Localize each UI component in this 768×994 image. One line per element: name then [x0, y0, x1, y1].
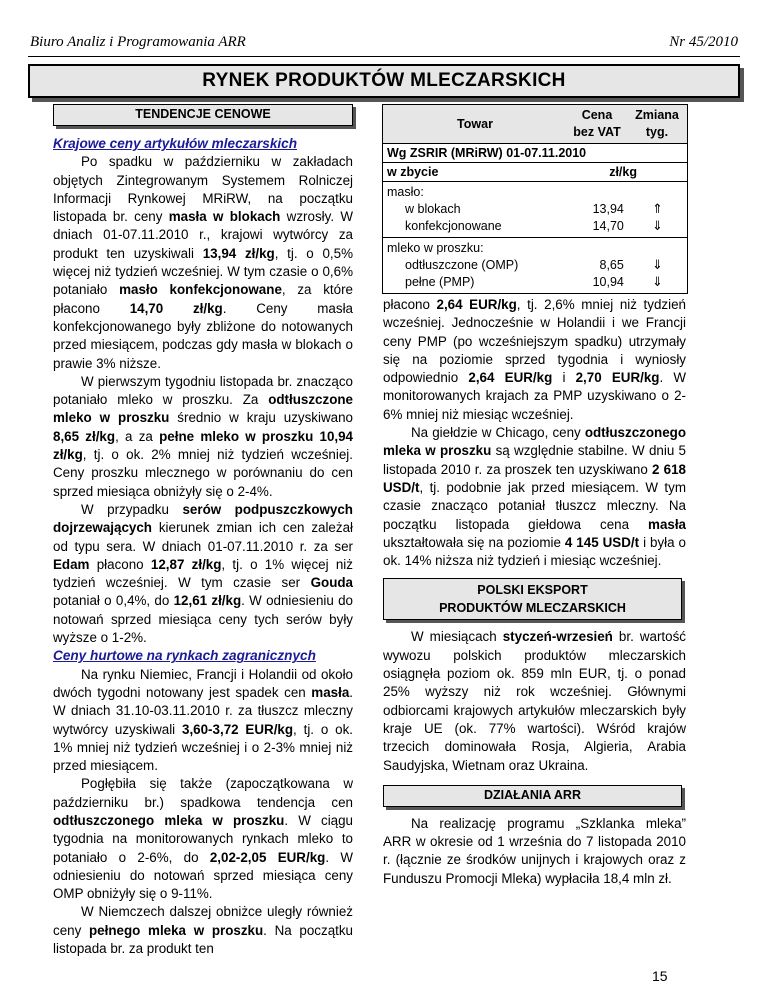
- paragraph-chicago: Na giełdzie w Chicago, ceny odtłuszczonego mleka w proszku są względnie stabilne. W dniu 5 listopada 2010 r. za proszek ten uzyskiwano 2 618 USD/t, tj. podobnie jak przed miesiącem. W tym czasie znacząco potaniał tłuszcz mleczny. Na początku listopada giełdowa cena masła ukształtowała się na poziomie 4 145 USD/t i była o ok. 14% niższa niż tydzień i miesiąc wcześniej.: [383, 425, 687, 569]
- table-row: konfekcjonowane 14,70 ⇓: [383, 218, 687, 235]
- paragraph-sery: W przypadku serów podpuszczkowych dojrzewających kierunek zmian ich cen zależał od typu sera. W dniach 01-07.11.2010 r. za ser Edam płacono 12,87 zł/kg, tj. o 1% więcej niż tydzień wcześniej. W tym czasie ser Gouda potaniał o 0,4%, do 12,61 zł/kg. W odniesieniu do notowań sprzed miesiąca ceny tych serów były wyższe o 1-2%.: [53, 501, 354, 646]
- section-title-eksport: POLSKI EKSPORT PRODUKTÓW MLECZARSKICH: [383, 578, 682, 620]
- arrow-up-icon: ⇑: [651, 202, 663, 217]
- table-row: masło:: [387, 185, 424, 199]
- table-header-row: [383, 105, 687, 144]
- header-publisher: Biuro Analiz i Programowania ARR: [30, 34, 246, 50]
- table-row: odtłuszczone (OMP) 8,65 ⇓: [383, 257, 687, 274]
- subheading-krajowe-ceny: Krajowe ceny artykułów mleczarskich: [53, 136, 298, 151]
- running-header: [28, 30, 740, 57]
- table-row: w blokach 13,94 ⇑: [383, 201, 687, 218]
- left-column: [53, 104, 353, 958]
- paragraph-omp-zagranica: Pogłębiła się także (zapoczątkowana w październiku br.) spadkowa tendencja cen odtłuszczonego mleka w proszku. W ciągu tygodnia na monitorowanych rynkach mleko to potaniało o 2-6%, do 2,02-2,05 EUR/kg. W odniesieniu do notowań sprzed miesiąca ceny OMP obniżyły się o 9-11%.: [53, 776, 354, 902]
- table-group-mleko: [383, 238, 687, 293]
- table-row: pełne (PMP) 10,94 ⇓: [383, 274, 687, 291]
- arrow-down-icon: ⇓: [651, 258, 663, 273]
- price-table: [382, 104, 688, 294]
- arrow-down-icon: ⇓: [651, 219, 663, 234]
- page-title: RYNEK PRODUKTÓW MLECZARSKICH: [202, 70, 566, 91]
- section-title-tendencje: TENDENCJE CENOWE: [53, 104, 353, 126]
- section-title-dzialania: DZIAŁANIA ARR: [383, 785, 682, 807]
- page-number: 15: [652, 968, 668, 984]
- paragraph-maslo: Po spadku w październiku w zakładach objętych Zintegrowanym Systemem Rolniczej Informacji Rynkowej MRiRW, na początku listopada br. ceny masła w blokach wzrosły. W dniach 01-07.11.2010 r., krajowi wytwórcy za produkt ten uzyskiwali 13,94 zł/kg, tj. o 0,5% więcej niż tydzień wcześniej. W tym czasie o 0,6% potaniało masło konfekcjonowane, za które płacono 14,70 zł/kg. Ceny masła konfekcjonowanego były zbliżone do notowanych przed miesiącem, podczas gdy masła w blokach o prawie 3% niższe.: [53, 154, 353, 371]
- paragraph-mleko-w-proszku: W pierwszym tygodniu listopada br. znacząco potaniało mleko w proszku. Za odtłuszczone mleko w proszku średnio w kraju uzyskiwano 8,65 zł/kg, a za pełne mleko w proszku 10,94 zł/kg, tj. o ok. 2% mniej niż tydzień wcześniej. Ceny proszku mlecznego w porównaniu do cen sprzed miesiąca obniżyły się o 2-4%.: [53, 373, 354, 499]
- page-title-box: [28, 64, 740, 98]
- table-row: mleko w proszku:: [387, 241, 484, 255]
- column-header-cena: Cena bez VAT: [573, 108, 621, 139]
- paragraph-pmp-ceny: płacono 2,64 EUR/kg, tj. 2,6% mniej niż tydzień wcześniej. Jednocześnie w Holandii i we Francji ceny PMP (po wcześniejszym spadku) utrzymały się na poziomie sprzed tygodnia i wyniosły odpowiednio 2,64 EUR/kg i 2,70 EUR/kg. W monitorowanych krajach za PMP uzyskiwano o 2-6% mniej niż miesiąc wcześniej.: [383, 297, 687, 422]
- table-source: Wg ZSRIR (MRiRW) 01-07.11.2010: [383, 144, 687, 163]
- column-header-zmiana: Zmiana tyg.: [635, 108, 679, 139]
- table-unit-row: w zbycie zł/kg: [383, 163, 687, 182]
- arrow-down-icon: ⇓: [651, 275, 663, 290]
- subheading-ceny-hurtowe: Ceny hurtowe na rynkach zagranicznych: [53, 648, 316, 664]
- paragraph-maslo-zagranica: Na rynku Niemiec, Francji i Holandii od około dwóch tygodni notowany jest spadek cen masła. W dniach 31.10-03.11.2010 r. za tłuszcz mleczny wytwórcy uzyskiwali 3,60-3,72 EUR/kg, tj. o ok. 1% mniej niż tydzień wcześniej i o 2-3% mniej niż przed miesiącem.: [53, 666, 353, 774]
- right-column: [383, 296, 686, 888]
- column-header-towar: Towar: [457, 117, 493, 131]
- table-group-maslo: [383, 182, 687, 238]
- paragraph-pmp-niemcy: W Niemczech dalszej obniżce uległy również ceny pełnego mleka w proszku. Na początku listopada br. za produkt ten: [53, 904, 354, 957]
- header-issue-number: Nr 45/2010: [669, 34, 738, 50]
- paragraph-eksport: W miesiącach styczeń-wrzesień br. wartość wywozu polskich produktów mleczarskich osiągnęła poziom ok. 859 mln EUR, tj. o ponad 25% wyższy niż rok wcześniej. Głównymi odbiorcami krajowych artykułów mleczarskich były kraje UE (ok. 77% wartości). Wśród krajów trzecich dominowała Rosja, Algieria, Arabia Saudyjska, Wietnam oraz Ukraina.: [383, 629, 686, 773]
- paragraph-dzialania: Na realizację programu „Szklanka mleka” ARR w okresie od 1 września do 7 listopada 2010 r. (łącznie ze środków unijnych i krajowych oraz z Funduszu Promocji Mleka) wypłaciła 18,4 mln zł.: [383, 815, 686, 886]
